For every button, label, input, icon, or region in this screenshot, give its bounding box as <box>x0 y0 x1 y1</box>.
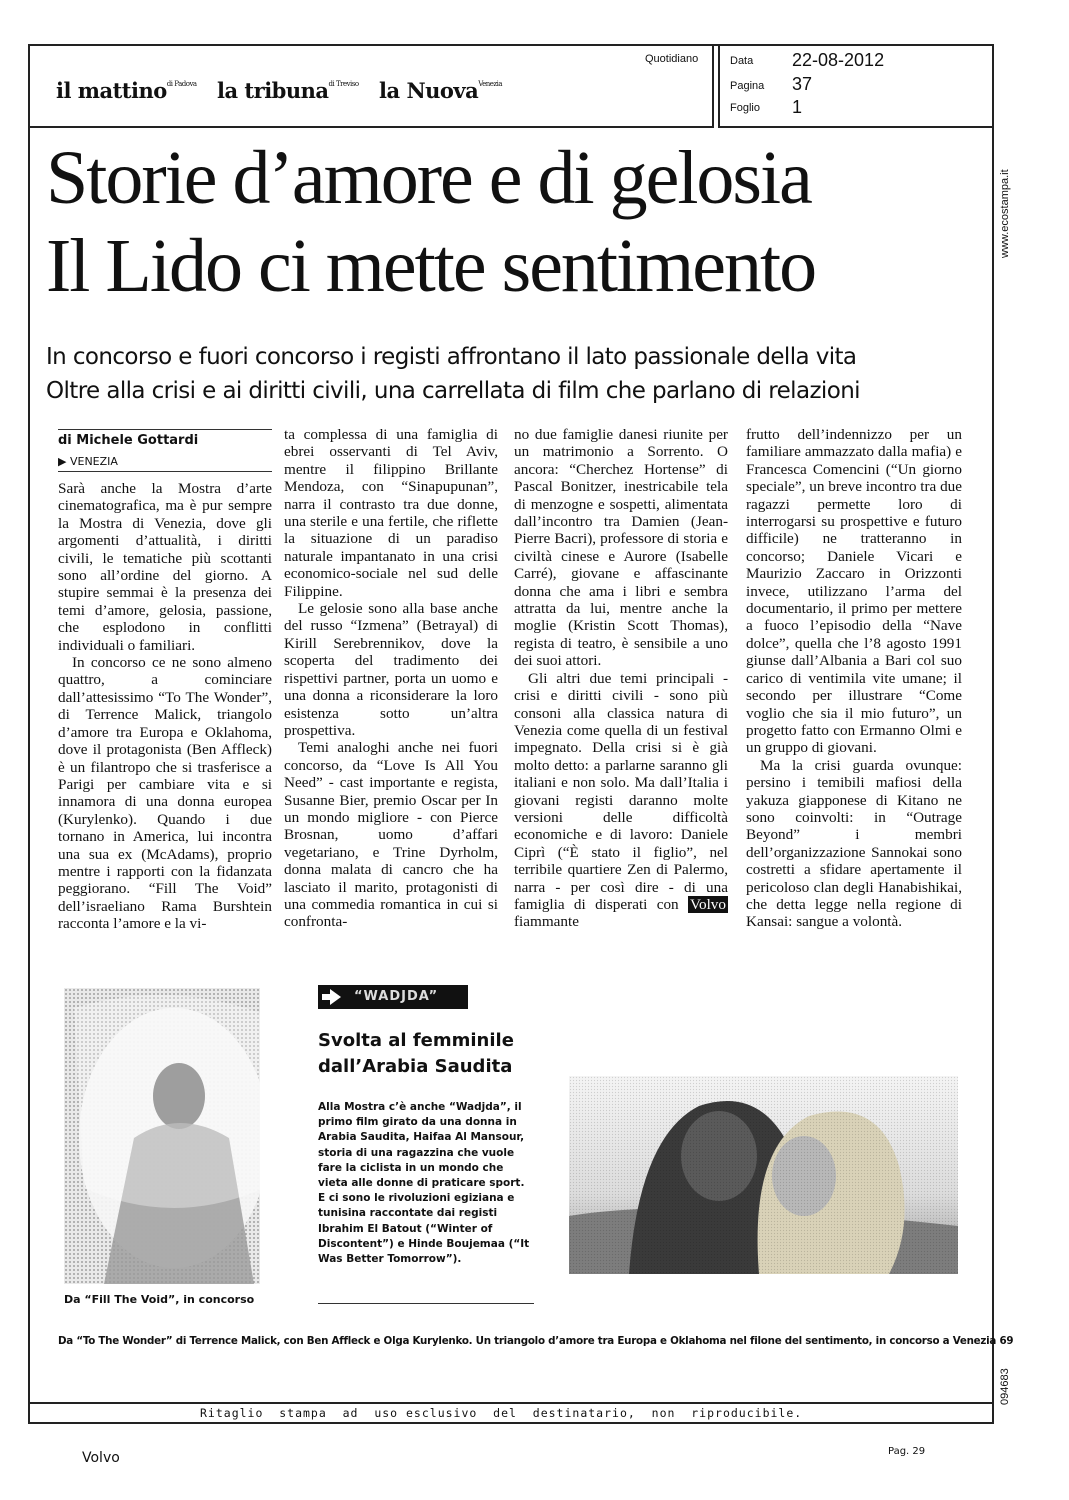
photo-caption-1: Da “Fill The Void”, in concorso <box>64 1293 255 1306</box>
photo-to-the-wonder-image <box>569 1076 958 1274</box>
type-label: Quotidiano <box>645 53 699 65</box>
paragraph: Le gelosie sono alla base anche del russo “Izmena” (Betrayal) di Kirill Serebrennikov, dove la scoperta del tradimento dei rispettivi partner, porta un uomo e una donna a riconsiderare la loro esistenza sotto un’altra prospettiva. <box>284 600 498 739</box>
notice-rule <box>30 1402 992 1404</box>
masthead-il-mattino: il mattino$^{di Padova}$ <box>56 78 197 103</box>
arrow-icon-svg <box>322 988 342 1006</box>
box-kicker: “WADJDA” <box>354 989 439 1004</box>
box-kicker-bar <box>318 985 468 1009</box>
article-column-4 <box>746 426 962 931</box>
paragraph <box>514 670 728 931</box>
paragraph: no due famiglie danesi riunite per un matrimonio a Sorrento. O ancora: “Cherchez Hortense” di Pascal Bonitzer, inestricabile tela di menzogne e sospetti, alimentata dall’incontro tra Damien (Jean-Pierre Bacri), professore di storia e civiltà cinese e Aurore (Isabelle Carré), giovane e affascinante donna che ama i libri e sembra attratta da lui, mentre anche la moglie (Kristin Scott Thomas), regista di teatro, è sensibile a uno dei suoi attori. <box>514 426 728 670</box>
photo-caption-2: Da “To The Wonder” di Terrence Malick, con Ben Affleck e Olga Kurylenko. Un triangolo d’amore tra Europa e Oklahoma nel filone del sentimento, in concorso a Venezia 69 <box>58 1335 1014 1347</box>
sidebar-box <box>318 985 534 1305</box>
meta-value-data: 22-08-2012 <box>792 50 885 70</box>
box-bottom-rule <box>318 1303 534 1304</box>
arrow-icon <box>322 988 342 1006</box>
box-text: Alla Mostra c’è anche “Wadjda”, il primo film girato da una donna in Arabia Saudita, Haifaa Al Mansour, storia di una ragazzina che vuole fare la ciclista in un mondo che vieta alle donne di praticare sport. E ci sono le rivoluzioni egiziana e tunisina raccontate dai registi Ibrahim El Batout (“Winter of Discontent”) e Hinde Boujemaa (“It Was Better Tomorrow”). <box>318 1101 530 1266</box>
headline-line-1: Storie d’amore e di gelosia <box>46 136 811 220</box>
byline-rule-bottom <box>58 471 272 472</box>
byline: di Michele Gottardi <box>58 433 199 448</box>
side-url: www.ecostampa.it <box>999 169 1011 258</box>
notice-text: Ritaglio stampa ad uso esclusivo del destinatario, non riproducibile. <box>200 1406 803 1420</box>
paragraph: ta complessa di una famiglia di ebrei osservanti di Tel Aviv, mentre il filippino Brillante Mendoza, con “Sinapupunan”, narra il contrasto tra due donne, una sterile e una fertile, che riflette la situazione di un paradiso naturale impantanato in una crisi economico-sociale nel sud delle Filippine. <box>284 426 498 600</box>
paragraph: Temi analoghi anche nei fuori concorso, da “Love Is All You Need” - cast importante e regista, Susanne Bier, premio Oscar per In un mondo migliore - con Pierce Brosnan, uomo d’affari vegetariano, e Trine Dyrholm, donna malata di cancro che ha lasciato il marito, protagonisti di una commedia romantica in cui si confronta- <box>284 739 498 931</box>
paragraph: Sarà anche la Mostra d’arte cinematografica, ma è pur sempre la Mostra di Venezia, dove gli argomenti d’attualità, i diritti civili, le tematiche più scottanti sono all’ordine del giorno. A stupire semmai è la presenza dei temi d’amore, gelosia, passione, che esplodono in conflitti individuali o familiari. <box>58 480 272 654</box>
meta-label-foglio: Foglio <box>730 102 760 114</box>
paragraph: In concorso ce ne sono almeno quattro, a cominciare dall’attesissimo “To The Wonder”, di Terrence Malick, triangolo d’amore tra Europa e Oklahoma, dove il protagonista (Ben Affleck) è un filantropo che si trasferisce a Parigi per cambiare vita e si innamora di una donna europea (Kurylenko). Quando i due tornano in America, lui incontra una sua ex (McAdams), proprio mentre i rapporti con la fidanzata peggiorano. “Fill The Void” dell’israeliano Rama Burshtein racconta l’amore e la vi- <box>58 654 272 933</box>
paragraph-tail: fiammante <box>514 913 579 931</box>
subtitle-line-1: In concorso e fuori concorso i registi affrontano il lato passionale della vita <box>46 344 857 370</box>
footer-keyword: Volvo <box>82 1450 120 1466</box>
meta-label-data: Data <box>730 55 754 67</box>
masthead-la-tribuna: la tribuna$^{di Treviso}$ <box>217 78 359 103</box>
meta-value-pagina: 37 <box>792 74 813 94</box>
dateline <box>58 455 118 468</box>
paragraph: frutto dell’indennizzo per un familiare ammazzato dalla mafia) e Francesca Comencini (“Un giorno speciale”, un breve incontro tra due ragazzi permette loro di interrogarsi su prospettive e futuro difficile) ne tratteranno in concorso; Daniele Vicari e Maurizio Zaccaro in Orizzonti invece, utilizzano l’arma del documentario, il primo per mettere a fuoco l’episodio della “Nave dolce”, quella che l’8 agosto 1991 giunse dall’Albania a Bari col suo carico di ventimila vite umane; il secondo per illustrare “Come voglio che sia il mio futuro”, un progetto fatto con Ermanno Olmi e un gruppo di giovani. <box>746 426 962 757</box>
byline-rule <box>58 429 272 430</box>
dateline-marker: ▶ <box>58 455 67 468</box>
side-code: 094683 <box>999 1368 1011 1405</box>
article-column-1 <box>58 480 272 933</box>
masthead <box>56 78 502 103</box>
photo-fill-the-void <box>64 988 282 1284</box>
subtitle-line-2: Oltre alla crisi e ai diritti civili, una carrellata di film che parlano di relazioni <box>46 378 860 404</box>
photo-fill-the-void-image <box>64 988 282 1284</box>
box-title-line-2: dall’Arabia Saudita <box>318 1056 513 1077</box>
article-column-2 <box>284 426 498 931</box>
dateline-place: VENEZIA <box>69 455 118 468</box>
highlighted-keyword: Volvo <box>689 895 726 913</box>
footer-page-number: Pag. 29 <box>888 1446 926 1457</box>
headline-line-2: Il Lido ci mette sentimento <box>46 224 816 308</box>
box-title-line-1: Svolta al femminile <box>318 1030 514 1051</box>
meta-value-foglio: 1 <box>792 97 803 117</box>
photo-to-the-wonder <box>569 1076 958 1274</box>
masthead-la-nuova: la Nuova$^{Venezia}$ <box>379 78 503 103</box>
paragraph-text: Gli altri due temi principali - crisi e diritti civili - sono più consoni alla classica natura di Venezia come quella di un festival impegnato. Della crisi si è già molto detto: a parlarne saranno gli italiani e non solo. Ma dall’Italia i giovani registi daranno molte versioni delle difficoltà economiche e di lavoro: Daniele Ciprì (“È stato il figlio”, nel terribile quartiere Zen di Palermo, narra - per così dire - di una famiglia di disperati con <box>514 669 728 913</box>
meta-label-pagina: Pagina <box>730 80 765 92</box>
article-column-3 <box>514 426 728 931</box>
paragraph: Ma la crisi guarda ovunque: persino i temibili mafiosi della yakuza giapponese di Kitano ne sono coinvolti: in “Outrage Beyond” i membri dell’organizzazione Sannokai sono costretti a sfidare apertamente il pericoloso clan degli Hanabishikai, che detta legge nella regione di Kansai: sangue a volontà. <box>746 756 962 931</box>
